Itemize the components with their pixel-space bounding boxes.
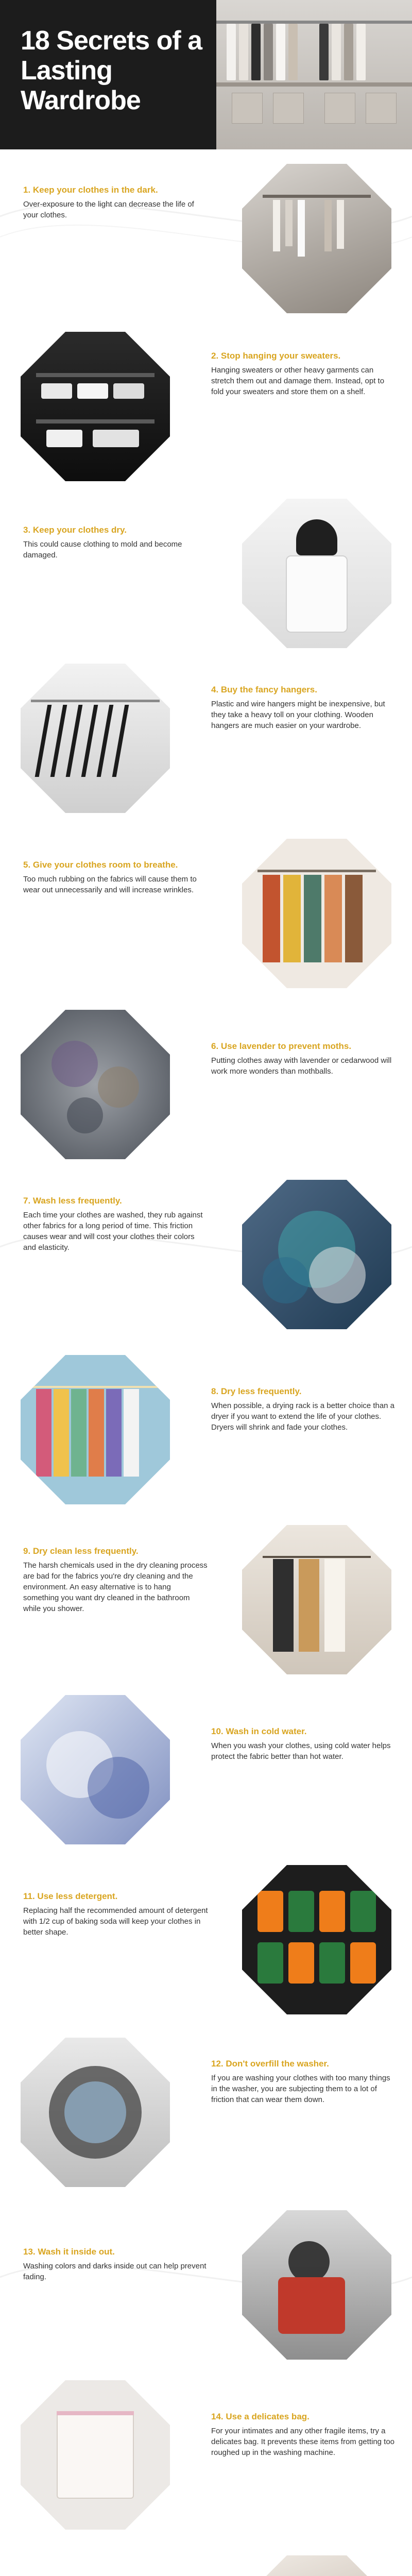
- closet-garment: [344, 24, 353, 80]
- tip-image-cold-water: [21, 1695, 170, 1844]
- tip-10: [0, 1695, 412, 1850]
- tip-heading: 1. Keep your clothes in the dark.: [23, 185, 158, 195]
- tip-image-drying-rack: [21, 1355, 170, 1504]
- tip-heading: 11. Use less detergent.: [23, 1891, 118, 1901]
- tip-heading: 13. Wash it inside out.: [23, 2247, 115, 2257]
- tip-body: The harsh chemicals used in the dry cleaning process are bad for the fabrics you're dry cleaning and the environment. An easy alternative is to hang something you want dry cleaned in the bathroom while you shower.: [23, 1561, 208, 1613]
- tip-body: Over-exposure to the light can decrease the life of your clothes.: [23, 200, 194, 219]
- closet-garment: [239, 24, 248, 80]
- tip-image-delicates-bag: [21, 2380, 170, 2530]
- tip-image-clothes-rack: [242, 839, 391, 988]
- tip-5: [0, 839, 412, 993]
- closet-garment: [288, 24, 298, 80]
- tip-image-sweaters: [21, 332, 170, 481]
- tip-body: If you are washing your clothes with too many things in the washer, you are subjecting them to a lot of friction that can wear them down.: [211, 2074, 390, 2104]
- tip-image-inside-out: [242, 2210, 391, 2360]
- closet-garment: [319, 24, 329, 80]
- closet-garment: [332, 24, 341, 80]
- tip-body: Too much rubbing on the fabrics will cause them to wear out unnecessarily and will increase wrinkles.: [23, 875, 197, 894]
- tip-body: Putting clothes away with lavender or cedarwood will work more wonders than mothballs.: [211, 1056, 392, 1076]
- tip-15: [0, 2555, 412, 2576]
- tip-heading: 14. Use a delicates bag.: [211, 2412, 310, 2421]
- tip-heading: 4. Buy the fancy hangers.: [211, 685, 317, 694]
- tip-2: [0, 332, 412, 486]
- tip-8: [0, 1355, 412, 1510]
- tip-body: When you wash your clothes, using cold water helps protect the fabric better than hot water.: [211, 1741, 391, 1761]
- tip-body: Each time your clothes are washed, they rub against other fabrics for a long period of time. This friction causes wear and will cost your clothes their colors and elasticity.: [23, 1211, 203, 1252]
- tip-image-closet: [242, 164, 391, 313]
- tip-body: When possible, a drying rack is a better choice than a dryer if you want to extend the life of your clothes. Dryers will shrink and fade your clothes.: [211, 1401, 395, 1432]
- tip-12: [0, 2038, 412, 2192]
- tip-image-washer: [21, 2038, 170, 2187]
- storage-box: [273, 93, 304, 124]
- closet-garment: [264, 24, 273, 80]
- tip-4: [0, 664, 412, 818]
- tip-image-dry-clean: [242, 1525, 391, 1674]
- tip-11: [0, 1865, 412, 2020]
- tip-body: For your intimates and any other fragile items, try a delicates bag. It prevents these items from getting too roughed up in the washing machine.: [211, 2427, 395, 2457]
- closet-garment: [251, 24, 261, 80]
- tip-image-laundry: [242, 2555, 391, 2576]
- storage-box: [366, 93, 397, 124]
- tip-heading: 8. Dry less frequently.: [211, 1386, 302, 1396]
- tip-7: [0, 1180, 412, 1334]
- tip-body: This could cause clothing to mold and become damaged.: [23, 540, 182, 560]
- closet-garment: [276, 24, 285, 80]
- tip-heading: 9. Dry clean less frequently.: [23, 1546, 139, 1556]
- tip-6: [0, 1010, 412, 1164]
- tip-14: [0, 2380, 412, 2535]
- tip-image-drying: [242, 499, 391, 648]
- closet-garment: [227, 24, 236, 80]
- tip-1: [0, 164, 412, 318]
- tip-image-detergent: [242, 1865, 391, 2014]
- tip-body: Hanging sweaters or other heavy garments can stretch them out and damage them. Instead, opt to fold your sweaters and store them on a shelf.: [211, 366, 385, 396]
- tip-image-washing: [242, 1180, 391, 1329]
- tip-heading: 5. Give your clothes room to breathe.: [23, 860, 178, 870]
- storage-box: [324, 93, 355, 124]
- tip-heading: 6. Use lavender to prevent moths.: [211, 1041, 352, 1051]
- tip-heading: 12. Don't overfill the washer.: [211, 2059, 329, 2069]
- tip-body: Plastic and wire hangers might be inexpensive, but they take a heavy toll on your clothing. Wooden hangers are much easier on your wardrobe.: [211, 700, 385, 730]
- page-title: 18 Secrets of a Lasting Wardrobe: [21, 26, 202, 115]
- tip-image-lavender: [21, 1010, 170, 1159]
- tip-3: [0, 499, 412, 653]
- storage-box: [232, 93, 263, 124]
- tip-body: Washing colors and darks inside out can help prevent fading.: [23, 2262, 207, 2281]
- tip-heading: 10. Wash in cold water.: [211, 1726, 307, 1736]
- tip-9: [0, 1525, 412, 1680]
- tip-heading: 2. Stop hanging your sweaters.: [211, 351, 341, 361]
- tip-image-hangers: [21, 664, 170, 813]
- tip-heading: 3. Keep your clothes dry.: [23, 525, 127, 535]
- tip-13: [0, 2210, 412, 2365]
- closet-garment: [356, 24, 366, 80]
- closet-shelf: [216, 82, 412, 87]
- closet-photo: [216, 0, 412, 149]
- tip-body: Replacing half the recommended amount of detergent with 1/2 cup of baking soda will keep your clothes in better shape.: [23, 1906, 208, 1937]
- hero-banner: [0, 0, 412, 149]
- tip-heading: 7. Wash less frequently.: [23, 1196, 122, 1206]
